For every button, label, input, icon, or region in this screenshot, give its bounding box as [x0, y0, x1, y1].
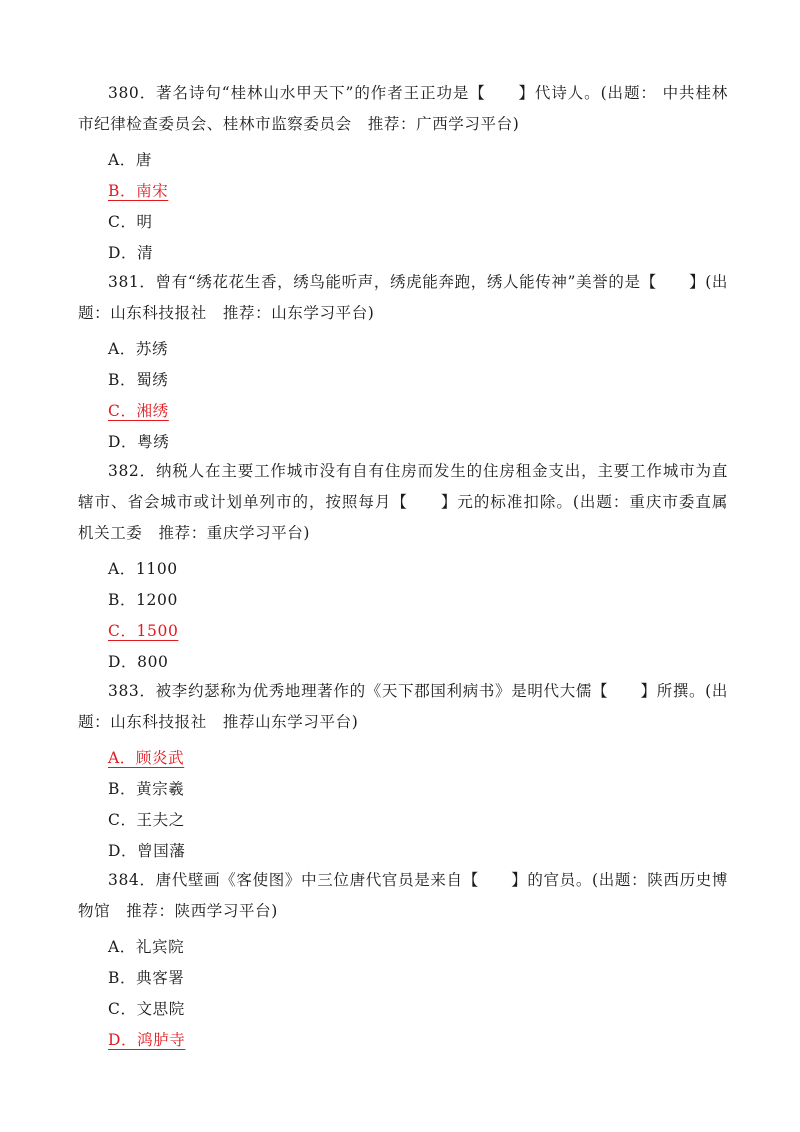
question-384-option-a: A．礼宾院: [108, 938, 185, 956]
question-380-option-d: D．清: [108, 244, 154, 262]
question-381-option-b: B．蜀绣: [108, 371, 169, 389]
question-383-option-a-correct: A．顾炎武: [108, 749, 185, 767]
question-380-stem: 380．著名诗句“桂林山水甲天下”的作者王正功是【 】代诗人。(出题： 中共桂林市纪律检查委员会、桂林市监察委员会 推荐：广西学习平台): [78, 84, 728, 133]
question-381-option-c-correct: C．湘绣: [108, 402, 169, 420]
question-384-option-b: B．典客署: [108, 969, 185, 987]
question-382-option-c-correct: C．1500: [108, 622, 179, 640]
question-380-option-b-correct: B．南宋: [108, 182, 169, 200]
question-381-option-a: A．苏绣: [108, 340, 169, 358]
question-382-option-b: B．1200: [108, 591, 178, 609]
question-383-option-b: B．黄宗羲: [108, 780, 185, 798]
question-382-option-a: A．1100: [108, 560, 178, 578]
question-384-stem: 384．唐代壁画《客使图》中三位唐代官员是来自【 】的官员。(出题：陕西历史博物馆 推荐：陕西学习平台): [78, 871, 728, 920]
question-383-stem: 383．被李约瑟称为优秀地理著作的《天下郡国利病书》是明代大儒【 】所撰。(出题：山东科技报社 推荐山东学习平台): [78, 682, 728, 731]
question-382-option-d: D．800: [108, 653, 169, 671]
question-381-stem: 381．曾有“绣花花生香，绣鸟能听声，绣虎能奔跑，绣人能传神”美誉的是【 】(出题：山东科技报社 推荐：山东学习平台): [78, 273, 728, 322]
question-380-option-c: C．明: [108, 213, 153, 231]
question-380-option-a: A．唐: [108, 151, 152, 169]
question-384-option-d-correct: D．鸿胪寺: [108, 1031, 186, 1049]
question-382-stem: 382．纳税人在主要工作城市没有自有住房而发生的住房租金支出，主要工作城市为直辖市、省会城市或计划单列市的，按照每月【 】元的标准扣除。(出题：重庆市委直属机关工委 推荐：重庆学习平台): [78, 462, 728, 542]
question-383-option-c: C．王夫之: [108, 811, 185, 829]
question-384-option-c: C．文思院: [108, 1000, 185, 1018]
question-381-option-d: D．粤绣: [108, 433, 170, 451]
question-383-option-d: D．曾国藩: [108, 842, 186, 860]
